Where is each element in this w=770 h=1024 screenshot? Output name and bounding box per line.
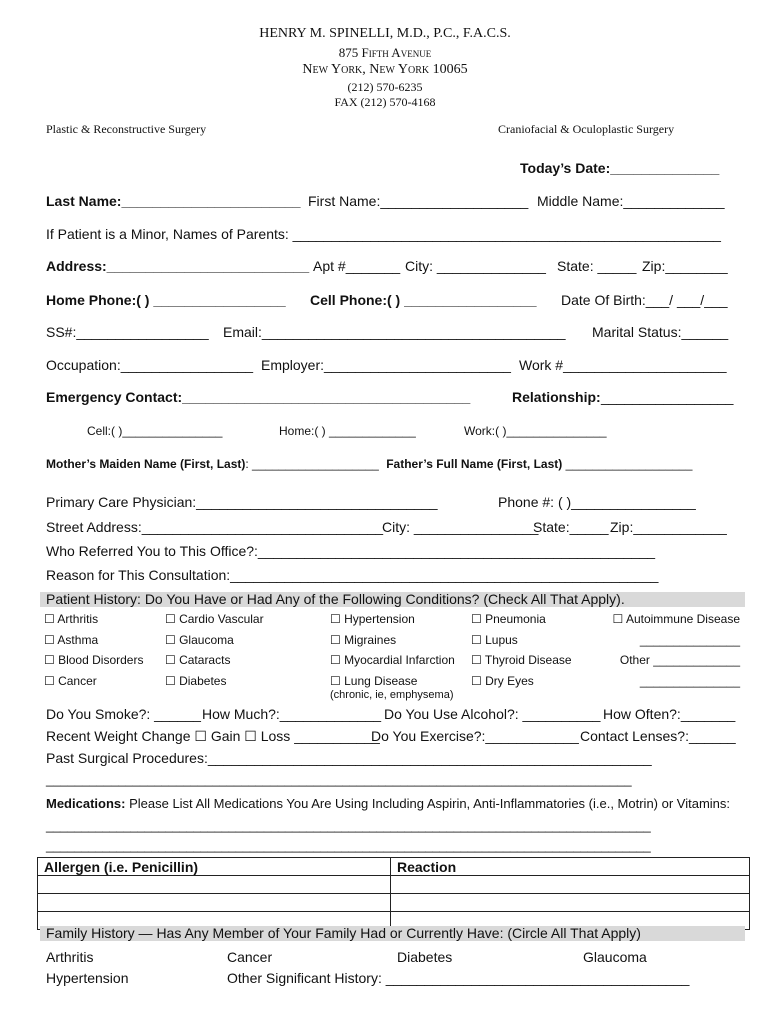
ec-cell-field[interactable]: Cell:( )_______________: [87, 424, 223, 438]
how-often-field[interactable]: How Often?:_______: [603, 706, 736, 722]
condition-checkbox[interactable]: ☐ Diabetes: [165, 673, 227, 688]
pcp-phone-field[interactable]: Phone #: ( )________________: [498, 494, 696, 510]
parents-row: [46, 457, 692, 471]
street-address: 875 Fifth Avenue: [338, 45, 432, 60]
referred-field[interactable]: Who Referred You to This Office?:___________________________________________________: [46, 543, 656, 559]
other-history-label: Other Significant History:: [227, 970, 386, 986]
condition-checkbox[interactable]: ☐ Dry Eyes: [471, 673, 534, 688]
contact-lenses-field[interactable]: Contact Lenses?:______: [580, 728, 736, 744]
exercise-field[interactable]: Do You Exercise?:____________: [371, 728, 579, 744]
home-phone-field[interactable]: Home Phone:( ) _________________: [46, 292, 286, 308]
office-fax: FAX (212) 570-4168: [334, 95, 436, 109]
patient-history-title: Patient History: Do You Have or Had Any of the Following Conditions? (Check All That Apply).: [46, 591, 625, 607]
other-condition-line[interactable]: _______________: [639, 673, 740, 688]
emergency-contact-field[interactable]: Emergency Contact:_____________________________________: [46, 389, 471, 405]
condition-checkbox[interactable]: ☐ Pneumonia: [471, 612, 546, 626]
condition-checkbox[interactable]: ☐ Autoimmune Disease: [612, 612, 740, 626]
last-name-field[interactable]: Last Name:_______________________: [46, 193, 301, 209]
doctor-name: HENRY M. SPINELLI, M.D., P.C., F.A.C.S.: [259, 26, 511, 41]
surgical-procedures-field[interactable]: Past Surgical Procedures:_________________________________________________________: [46, 750, 652, 766]
history-col-5: [613, 609, 740, 691]
history-col-3: [330, 609, 455, 691]
specialty-left: Plastic & Reconstructive Surgery: [46, 122, 207, 136]
mother-maiden-label: Mother’s Maiden Name (First, Last): [46, 457, 246, 471]
todays-date-field[interactable]: Today’s Date:______________: [520, 160, 720, 176]
table-row: [38, 876, 750, 894]
weight-change-field[interactable]: Recent Weight Change ☐ Gain ☐ Loss ___________: [46, 728, 380, 744]
medications-row: [46, 796, 730, 811]
address-field[interactable]: Address:__________________________: [46, 258, 310, 274]
condition-checkbox[interactable]: ☐ Glaucoma: [165, 632, 234, 647]
apt-field[interactable]: Apt #_______: [313, 258, 401, 274]
allergen-cell[interactable]: [38, 894, 391, 912]
family-item-hypertension[interactable]: Hypertension: [46, 970, 129, 986]
condition-checkbox[interactable]: ☐ Migraines: [330, 632, 397, 647]
email-field[interactable]: Email:_______________________________________: [223, 324, 566, 340]
pcp-state-field[interactable]: State:_____: [533, 519, 609, 535]
marital-status-field[interactable]: Marital Status:______: [592, 324, 729, 340]
dob-field[interactable]: Date Of Birth:___/ ___/___: [561, 292, 728, 308]
cell-phone-field[interactable]: Cell Phone:( ) _________________: [310, 292, 537, 308]
relationship-label: Relationship:: [512, 389, 601, 405]
pcp-city-field[interactable]: City: ________________: [382, 519, 539, 535]
condition-checkbox[interactable]: ☐ Lung Disease: [330, 673, 418, 688]
pcp-zip-field[interactable]: Zip:____________: [610, 519, 727, 535]
surgical-procedures-line[interactable]: _________________________________________________________________________________: [46, 772, 632, 787]
minor-parents-field[interactable]: If Patient is a Minor, Names of Parents: _______________________________________________________: [46, 226, 721, 242]
condition-checkbox[interactable]: ☐ Cancer: [44, 673, 97, 688]
state-field[interactable]: State: _____: [557, 258, 637, 274]
family-item-glaucoma[interactable]: Glaucoma: [583, 949, 647, 965]
history-col-4: [471, 609, 572, 691]
condition-checkbox[interactable]: ☐ Hypertension: [330, 612, 415, 626]
medications-line-1[interactable]: ______________________________________________________________________________________: [46, 818, 651, 833]
relationship-field[interactable]: _________________: [601, 389, 734, 405]
reaction-cell[interactable]: [391, 876, 750, 894]
father-name-label: Father’s Full Name (First, Last): [386, 457, 563, 471]
middle-name-field[interactable]: Middle Name:_____________: [537, 193, 725, 209]
medications-label: Medications:: [46, 796, 126, 811]
occupation-field[interactable]: Occupation:_________________: [46, 357, 254, 373]
how-much-field[interactable]: How Much?:_____________: [202, 706, 382, 722]
mother-maiden-field[interactable]: : ___________________: [245, 457, 379, 471]
ssn-field[interactable]: SS#:_________________: [46, 324, 209, 340]
first-name-field[interactable]: First Name:___________________: [308, 193, 529, 209]
condition-checkbox[interactable]: ☐ Arthritis: [44, 612, 99, 626]
family-item-diabetes[interactable]: Diabetes: [397, 949, 453, 965]
work-phone-field[interactable]: Work #_____________________: [519, 357, 727, 373]
condition-checkbox[interactable]: ☐ Thyroid Disease: [471, 653, 572, 667]
condition-checkbox[interactable]: ☐ Asthma: [44, 632, 99, 647]
reaction-header: Reaction: [391, 858, 750, 876]
allergen-header: Allergen (i.e. Penicillin): [38, 858, 391, 876]
condition-checkbox[interactable]: ☐ Myocardial Infarction: [330, 653, 455, 667]
table-header-row: [38, 858, 750, 876]
pcp-street-field[interactable]: Street Address:_______________________________: [46, 519, 384, 535]
medications-instructions: Please List All Medications You Are Using Including Aspirin, Anti-Inflammatories (i.e., Motrin) or Vitamins:: [125, 796, 731, 811]
family-history-title: Family History — Has Any Member of Your Family Had or Currently Have: (Circle All That Apply): [46, 925, 641, 941]
smoke-field[interactable]: Do You Smoke?: ______: [46, 706, 201, 722]
reason-field[interactable]: Reason for This Consultation:_______________________________________________________: [46, 567, 659, 583]
history-col-1: [44, 609, 143, 691]
lung-disease-note: (chronic, ie, emphysema): [330, 689, 454, 701]
history-col-2: [165, 609, 264, 691]
office-phone: (212) 570-6235: [347, 80, 423, 94]
employer-field[interactable]: Employer:________________________: [261, 357, 511, 373]
family-item-arthritis[interactable]: Arthritis: [46, 949, 94, 965]
family-item-cancer[interactable]: Cancer: [227, 949, 273, 965]
medications-line-2[interactable]: ______________________________________________________________________________________: [46, 838, 651, 853]
ec-work-field[interactable]: Work:( )_______________: [464, 424, 607, 438]
alcohol-field[interactable]: Do You Use Alcohol?: __________: [384, 706, 601, 722]
allergy-table: [37, 857, 750, 930]
other-history-row: [227, 970, 689, 986]
condition-checkbox[interactable]: ☐ Cardio Vascular: [165, 612, 264, 626]
specialty-right: Craniofacial & Oculoplastic Surgery: [498, 122, 675, 136]
other-condition-line[interactable]: _______________: [639, 632, 740, 647]
ec-home-field[interactable]: Home:( ) _____________: [279, 424, 416, 438]
condition-checkbox[interactable]: ☐ Lupus: [471, 632, 518, 647]
other-history-field[interactable]: _______________________________________: [385, 970, 690, 986]
city-field[interactable]: City: ______________: [405, 258, 546, 274]
reaction-cell[interactable]: [391, 894, 750, 912]
condition-checkbox[interactable]: ☐ Cataracts: [165, 653, 231, 667]
condition-checkbox[interactable]: ☐ Blood Disorders: [44, 653, 144, 667]
other-condition-field[interactable]: Other _____________: [619, 653, 740, 667]
table-row: [38, 894, 750, 912]
city-line: New York, New York 10065: [302, 62, 468, 77]
father-name-field[interactable]: ___________________: [565, 457, 693, 471]
pcp-field[interactable]: Primary Care Physician:_______________________________: [46, 494, 438, 510]
allergen-cell[interactable]: [38, 876, 391, 894]
zip-field[interactable]: Zip:________: [642, 258, 728, 274]
